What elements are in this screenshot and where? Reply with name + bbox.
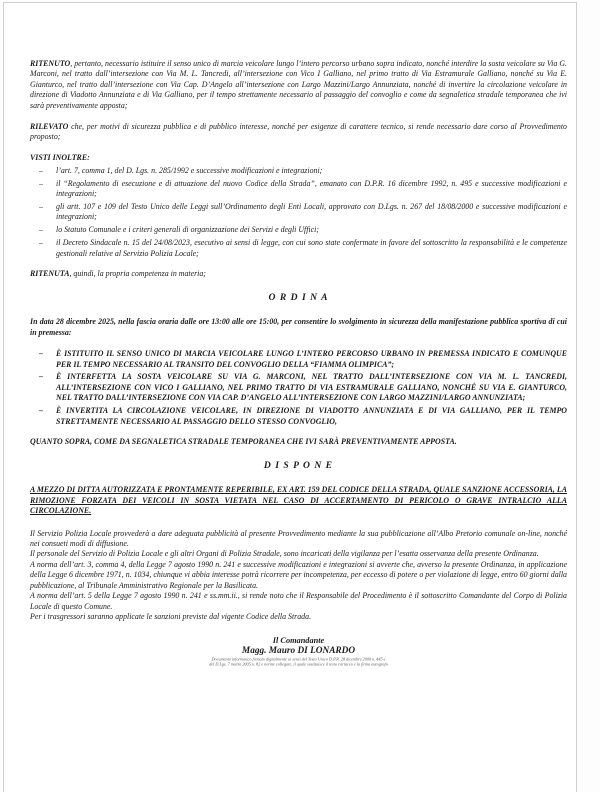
closing-paragraph: Il personale del Servizio di Polizia Locale e gli altri Organi di Polizia Stradale, sono incaricati della vigilanza per l’esatta osservanza della presente Ordinanza.	[30, 549, 539, 559]
dash-marker: –	[39, 165, 43, 175]
quanto-sopra-paragraph: QUANTO SOPRA, COME DA SEGNALETICA STRADALE TEMPORANEA CHE IVI SARÀ PREVENTIVAMENTE APPOSTA.	[30, 437, 457, 447]
visti-item-text: l’art. 7, comma 1, del D. Lgs. n. 285/1992 e successive modificazioni e integrazioni;	[56, 165, 323, 175]
ordina-intro: In data 28 dicembre 2025, nella fascia oraria dalle ore 13:00 alle ore 15:00, per consentire lo svolgimento in sicurezza della manifestazione pubblica sportiva di cui in premessa:	[30, 317, 567, 337]
visti-item-text: gli artt. 107 e 109 del Testo Unico delle Leggi sull’Ordinamento degli Enti Locali, approvato con D.Lgs. n. 267 del 18/08/2000 e successive modificazioni e integrazioni;	[56, 201, 567, 222]
dispone-paragraph: A MEZZO DI DITTA AUTORIZZATA E PRONTAMENTE REPERIBILE, EX ART. 159 DEL CODICE DELLA STRADA, QUALE SANZIONE ACCESSORIA, LA RIMOZIONE FORZATA DEI VEICOLI IN SOSTA VIETATA NEL CASO DI ACCERTAMENTO DI PERICOLO O GRAVE INTRALCIO ALLA CIRCOLAZIONE.	[30, 485, 567, 516]
visti-item-text: lo Statuto Comunale e i criteri generali di organizzazione dei Servizi e degli Uffici;	[56, 225, 319, 235]
disclaimer-line: del D.Lgs. 7 marzo 2005 n. 82 e norme collegate, il quale sostituisce il testo cartaceo e la firma autografa	[209, 662, 388, 667]
trasgressori-paragraph: Per i trasgressori saranno applicate le sanzioni previste dal vigente Codice della Strada.	[30, 612, 312, 622]
list-item	[30, 406, 567, 427]
signature-role: Il Comandante	[272, 635, 325, 645]
ordinance-document	[30, 59, 567, 673]
lead-word-ritenuta: RITENUTA	[30, 269, 70, 279]
paragraph-rilevato-text: che, per motivi di sicurezza pubblica e di pubblico interesse, nonché per esigenze di carattere tecnico, si rende necessario dare corso al Provvedimento proposto;	[30, 121, 567, 142]
digital-signature-disclaimer	[137, 657, 459, 667]
visti-item-text: il “Regolamento di esecuzione e di attuazione del nuovo Codice della Strada”, emanato con D.P.R. 16 dicembre 1992, n. 495 e successive modificazioni e integrazioni;	[56, 178, 567, 199]
disclaimer-line: Documento informatico firmato digitalmente ai sensi del Testo Unico D.P.R. 28 dicembre 2000 n. 445 e	[211, 657, 386, 662]
ordina-list	[30, 349, 567, 427]
lead-word-ritenuto: RITENUTO	[30, 59, 71, 68]
ordina-item-text: È ISTITUITO IL SENSO UNICO DI MARCIA VEICOLARE LUNGO L’INTERO PERCORSO URBANO IN PREMESSA INDICATO E COMUNQUE PER IL TEMPO NECESSARIO AL TRANSITO DEL CONVOGLIO DELLA “FIAMMA OLIMPICA”;	[56, 349, 567, 369]
document-page	[3, 2, 577, 792]
list-item	[30, 349, 567, 370]
ordina-item-text: È INVERTITA LA CIRCOLAZIONE VEICOLARE, IN DIREZIONE DI VIADOTTO ANNUNZIATA E DI VIA GALLIANO, PER IL TEMPO STRETTAMENTE NECESSARIO AL PASSAGGIO DELLO STESSO CONVOGLIO,	[56, 406, 567, 426]
visti-inoltre-heading: VISTI INOLTRE:	[30, 153, 90, 163]
paragraph-ritenuto-text: , pertanto, necessario istituire il senso unico di marcia veicolare lungo l’intero percorso urbano sopra indicato, nonché interdire la sosta veicolare su Via G. Marconi, nel tratto dall’intersezione con Via M. L. Tancredi, all’intersezione con Vico I Galliano, nel primo tratto di Via Estramurale Galliano, nonché su Via E. Gianturco, nel tratto dall’intersezione con Via Cap. D’Angelo all’intersezione con Largo Mazzini/Largo Annunziata, nonché di invertire la circolazione veicolare in direzione di Viadotto Annunziata e di Via Galliano, per il tempo strettamente necessario al passaggio del convoglio e come da segnaletica stradale temporanea che ivi sarà preventivamente apposta;	[30, 59, 567, 110]
paragraph-ritenuto	[30, 59, 567, 111]
lead-word-rilevato: RILEVATO	[30, 121, 69, 131]
list-item	[30, 372, 567, 403]
list-item	[30, 202, 567, 223]
dash-marker: –	[39, 349, 43, 359]
visti-list	[30, 166, 567, 260]
closing-paragraph: A norma dell’art. 5 della Legge 7 agosto 1990 n. 241 e ss.mm.ii., si rende noto che il Responsabile del Procedimento è il sottoscritto Comandante del Corpo di Polizia Locale di questo Comune.	[30, 591, 567, 611]
dash-marker: –	[39, 225, 43, 235]
dash-marker: –	[39, 201, 43, 211]
paragraph-ritenuta	[30, 269, 567, 279]
signature-name: Magg. Mauro DI LONARDO	[241, 646, 356, 657]
dash-marker: –	[39, 406, 43, 416]
dash-marker: –	[39, 178, 43, 188]
list-item	[30, 179, 567, 200]
closing-paragraphs	[30, 529, 567, 623]
ordina-heading: O R D I N A	[268, 291, 329, 303]
closing-paragraph: A norma dell’art. 3, comma 4, della Legge 7 agosto 1990 n. 241 e successive modificazioni e integrazioni si avverte che, avverso la presente Ordinanza, in applicazione della Legge 6 dicembre 1971, n. 1034, chiunque vi abbia interesse potrà ricorrere per incompetenza, per eccesso di potere o per violazione di legge, entro 60 giorni dalla pubblicazione, al Tribunale Amministrativo Regionale per la Basilicata.	[30, 559, 567, 590]
paragraph-ritenuta-text: , quindi, la propria competenza in materia;	[69, 269, 206, 279]
signature-block	[30, 636, 567, 674]
dash-marker: –	[39, 372, 43, 382]
list-item	[30, 238, 567, 259]
closing-paragraph: Il Servizio Polizia Locale provvederà a dare adeguata pubblicità al presente Provvedimento mediante la sua pubblicazione all’Albo Pretorio comunale on-line, nonché nei consueti modi di diffusione.	[30, 528, 567, 548]
list-item	[30, 166, 567, 176]
dash-marker: –	[39, 238, 43, 248]
list-item	[30, 225, 567, 235]
ordina-item-text: È INTERFETTA LA SOSTA VEICOLARE SU VIA G. MARCONI, NEL TRATTO DALL’INTERSEZIONE CON VIA M. L. TANCREDI, ALL’INTERSEZIONE CON VICO I GALLIANO, NEL PRIMO TRATTO DI VIA ESTRAMURALE GALLIANO, NONCHÉ SU VIA E. GIANTURCO, NEL TRATTO DALL’INTERSEZIONE CON VIA CAP. D’ANGELO ALL’INTERSEZIONE CON LARGO MAZZINI/LARGO ANNUNZIATA;	[56, 372, 567, 403]
paragraph-rilevato	[30, 122, 567, 143]
visti-item-text: il Decreto Sindacale n. 15 del 24/08/2023, esecutivo ai sensi di legge, con cui sono state confermate in favore del sottoscritto la responsabilità e le competenze gestionali relative al Servizio Polizia Locale;	[56, 238, 567, 258]
dispone-heading: D I S P O N E	[263, 459, 334, 471]
